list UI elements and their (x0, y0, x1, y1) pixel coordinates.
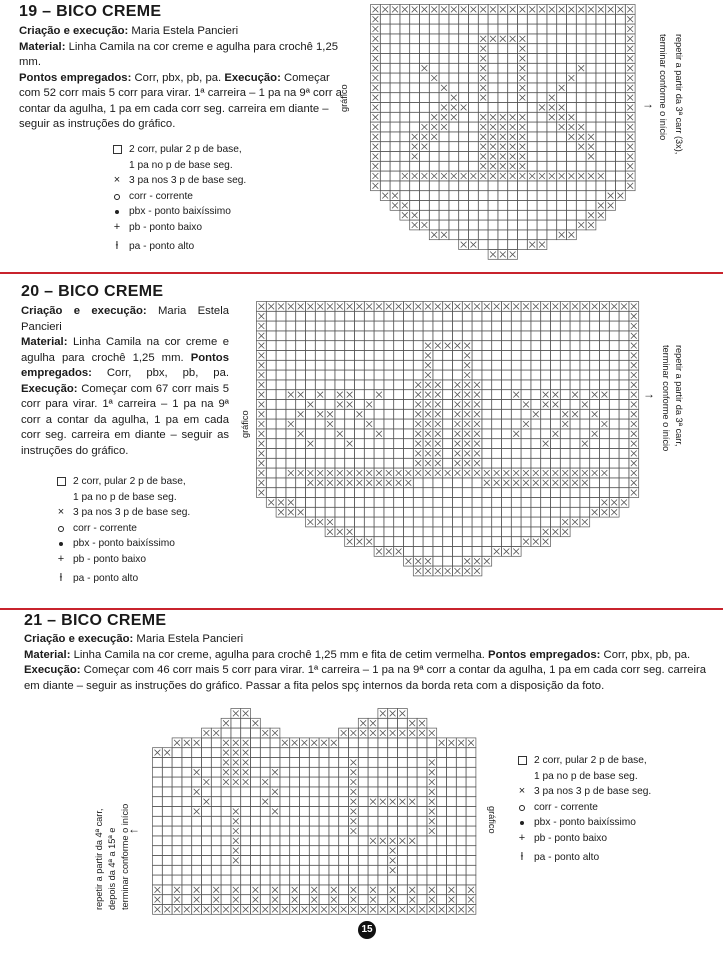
material-value: Linha Camila na cor creme e agulha para crochê 1,25 mm. (19, 40, 339, 68)
chart-19 (370, 4, 640, 266)
dot-icon (520, 821, 524, 825)
exec-value: Começar com 52 corr mais 5 corr para virar. 1ª carreira – 1 pa na 9ª corr a contar da agulha, 1 pa em cada corr seg. carreira em diante – seguir as instruções do gráfico. (19, 71, 342, 130)
repeat-note-21a: repetir a partir da 4ª carr, (94, 808, 104, 910)
chart-20-label: gráfico (240, 410, 250, 438)
chart-20 (256, 301, 642, 583)
cross-icon: × (113, 174, 121, 186)
material-label: Material: (19, 40, 66, 53)
arrow-right-icon: → (642, 97, 654, 111)
credit-value: Maria Estela Pancieri (131, 25, 239, 37)
separator-2 (0, 608, 723, 610)
exec-label: Execução: (224, 71, 281, 84)
repeat-note-19a: repetir a partir da 3ª carr (3x), (674, 34, 684, 155)
double-crochet-icon: ƚ (59, 572, 63, 584)
double-crochet-icon: ƚ (115, 240, 119, 252)
section-20-text: Criação e execução: Maria Estela Pancieri Material: Linha Camila na cor creme e agulha para crochê 1,25 mm. Pontos empregados: Corr, pbx, pb, pa. Execução: Começar com 67 corr mais 5 corr para virar. 1ª carreira – 1 pa na 9ª corr a contar da agulha, 1 pa em cada corr seg. carreira em diante – seguir as instruções do gráfico. (21, 305, 229, 457)
section-20-title: 20 – BICO CREME (21, 283, 164, 300)
points-value: Corr, pbx, pb, pa. (134, 71, 222, 84)
legend-item-sc: + pb - ponto baixo (110, 220, 290, 236)
legend-item-space: 2 corr, pular 2 p de base, 1 pa no p de base seg. (110, 142, 290, 173)
dot-icon (115, 210, 119, 214)
legend-item-slip: pbx - ponto baixíssimo (110, 204, 290, 220)
double-crochet-icon: ƚ (520, 851, 524, 863)
square-icon (57, 477, 66, 486)
credit-label: Criação e execução: (19, 25, 129, 37)
cross-icon: × (57, 506, 65, 518)
square-icon (518, 756, 527, 765)
circle-icon (519, 805, 525, 811)
plus-icon: + (518, 831, 526, 844)
legend-item-chain: corr - corrente (110, 189, 290, 205)
chart-21 (152, 708, 478, 916)
arrow-right-icon: → (643, 387, 655, 401)
points-label: Pontos empregados: (19, 71, 132, 84)
plus-icon: + (57, 552, 65, 565)
circle-icon (114, 194, 120, 200)
legend-21: 2 corr, pular 2 p de base, 1 pa no p de base seg. × 3 pa nos 3 p de base seg. corr - corrente pbx - ponto baixíssimo + pb - ponto baixo ƚ pa - ponto alto (515, 753, 695, 866)
plus-icon: + (113, 220, 121, 233)
legend-item-dc: ƚ pa - ponto alto (110, 239, 290, 255)
cross-icon: × (518, 785, 526, 797)
repeat-note-20b: terminar conforme o início (661, 345, 671, 452)
square-icon (113, 145, 122, 154)
section-21-title: 21 – BICO CREME (24, 612, 167, 629)
repeat-note-19b: terminar conforme o início (658, 34, 668, 141)
separator-1 (0, 272, 723, 274)
section-19-text (19, 24, 349, 133)
crochet-grid-19 (370, 4, 640, 266)
dot-icon (59, 542, 63, 546)
repeat-note-21c: terminar conforme o início (120, 803, 130, 910)
repeat-note-20a: repetir a partir da 3ª carr, (674, 345, 684, 447)
arrow-left-icon: ← (128, 822, 140, 836)
chart-19-label: gráfico (339, 84, 349, 112)
chart-21-label: gráfico (487, 806, 497, 834)
legend-20: 2 corr, pular 2 p de base, 1 pa no p de base seg. × 3 pa nos 3 p de base seg. corr - corrente pbx - ponto baixíssimo + pb - ponto baixo ƚ pa - ponto alto (54, 474, 234, 587)
crochet-grid-21 (152, 708, 478, 916)
repeat-note-21b: depois da 4ª a 15ª e (107, 827, 117, 910)
section-21-text: Criação e execução: Maria Estela Pancieri Material: Linha Camila na cor creme, agulha para crochê 1,25 mm e fita de cetim vermelha. Pontos empregados: Corr, pbx, pb, pa. Execução: Começar com 46 corr mais 5 corr para virar. 1ª carreira – 1 pa na 9ª corr a contar da agulha, 1 pa em cada corr seg. carreira em diante – seguir as instruções do gráfico. Passar a fita pelos spç internos da borda reta com a disposição da foto. (24, 633, 707, 692)
page-number: 15 (358, 921, 376, 939)
section-19-title: 19 – BICO CREME (19, 3, 162, 20)
legend-item-block: × 3 pa nos 3 p de base seg. (110, 173, 290, 189)
legend-19 (110, 142, 290, 255)
circle-icon (58, 526, 64, 532)
crochet-grid-20 (256, 301, 642, 583)
